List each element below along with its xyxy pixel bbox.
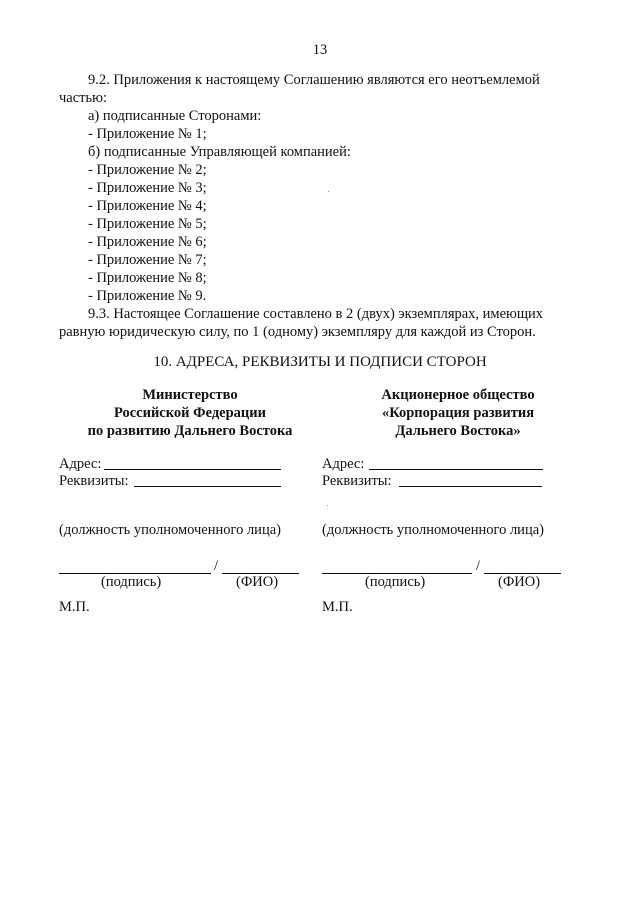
page-number: 13 [312, 42, 328, 58]
scan-speck [327, 505, 328, 506]
para-9-2-line-2: частью: [59, 90, 107, 106]
list-item: - Приложение № 7; [88, 252, 207, 268]
scan-speck [328, 191, 329, 192]
right-position-label: (должность уполномоченного лица) [322, 522, 544, 538]
right-party-name-line: «Корпорация развития [381, 405, 535, 421]
para-9-2-line-1: 9.2. Приложения к настоящему Соглашению являются его неотъемлемой [88, 72, 540, 88]
right-party-name-line: Дальнего Востока» [395, 423, 521, 439]
list-item: - Приложение № 1; [88, 126, 207, 142]
left-requisites-field-line [134, 486, 281, 487]
list-item: - Приложение № 3; [88, 180, 207, 196]
list-item: - Приложение № 4; [88, 198, 207, 214]
right-stamp-label: М.П. [322, 599, 353, 615]
left-stamp-label: М.П. [59, 599, 90, 615]
para-9-3-line-2: равную юридическую силу, по 1 (одному) экземпляру для каждой из Сторон. [59, 324, 536, 340]
right-requisites-field-line [399, 486, 542, 487]
left-party-name-line: по развитию Дальнего Востока [87, 423, 293, 439]
section-title: 10. АДРЕСА, РЕКВИЗИТЫ И ПОДПИСИ СТОРОН [153, 354, 487, 370]
list-item: - Приложение № 6; [88, 234, 207, 250]
right-address-field-line [369, 469, 543, 470]
left-fio-caption: (ФИО) [236, 574, 279, 590]
left-position-label: (должность уполномоченного лица) [59, 522, 281, 538]
left-party-name-line: Российской Федерации [113, 405, 266, 421]
list-item: а) подписанные Сторонами: [88, 108, 262, 124]
left-address-label: Адрес: [59, 456, 102, 472]
left-slash: / [214, 558, 219, 574]
left-address-field-line [104, 469, 281, 470]
right-slash: / [476, 558, 481, 574]
left-signature-caption: (подпись) [101, 574, 162, 590]
left-requisites-label: Реквизиты: [59, 473, 129, 489]
list-item: - Приложение № 9. [88, 288, 207, 304]
list-item: - Приложение № 8; [88, 270, 207, 286]
left-party-name-line: Министерство [142, 387, 238, 403]
right-address-label: Адрес: [322, 456, 365, 472]
list-item: - Приложение № 2; [88, 162, 207, 178]
para-9-3-line-1: 9.3. Настоящее Соглашение составлено в 2 (двух) экземплярах, имеющих [88, 306, 544, 322]
list-item: - Приложение № 5; [88, 216, 207, 232]
right-requisites-label: Реквизиты: [322, 473, 392, 489]
right-fio-caption: (ФИО) [498, 574, 541, 590]
right-signature-caption: (подпись) [365, 574, 426, 590]
right-party-name-line: Акционерное общество [381, 387, 535, 403]
list-item: б) подписанные Управляющей компанией: [88, 144, 351, 160]
